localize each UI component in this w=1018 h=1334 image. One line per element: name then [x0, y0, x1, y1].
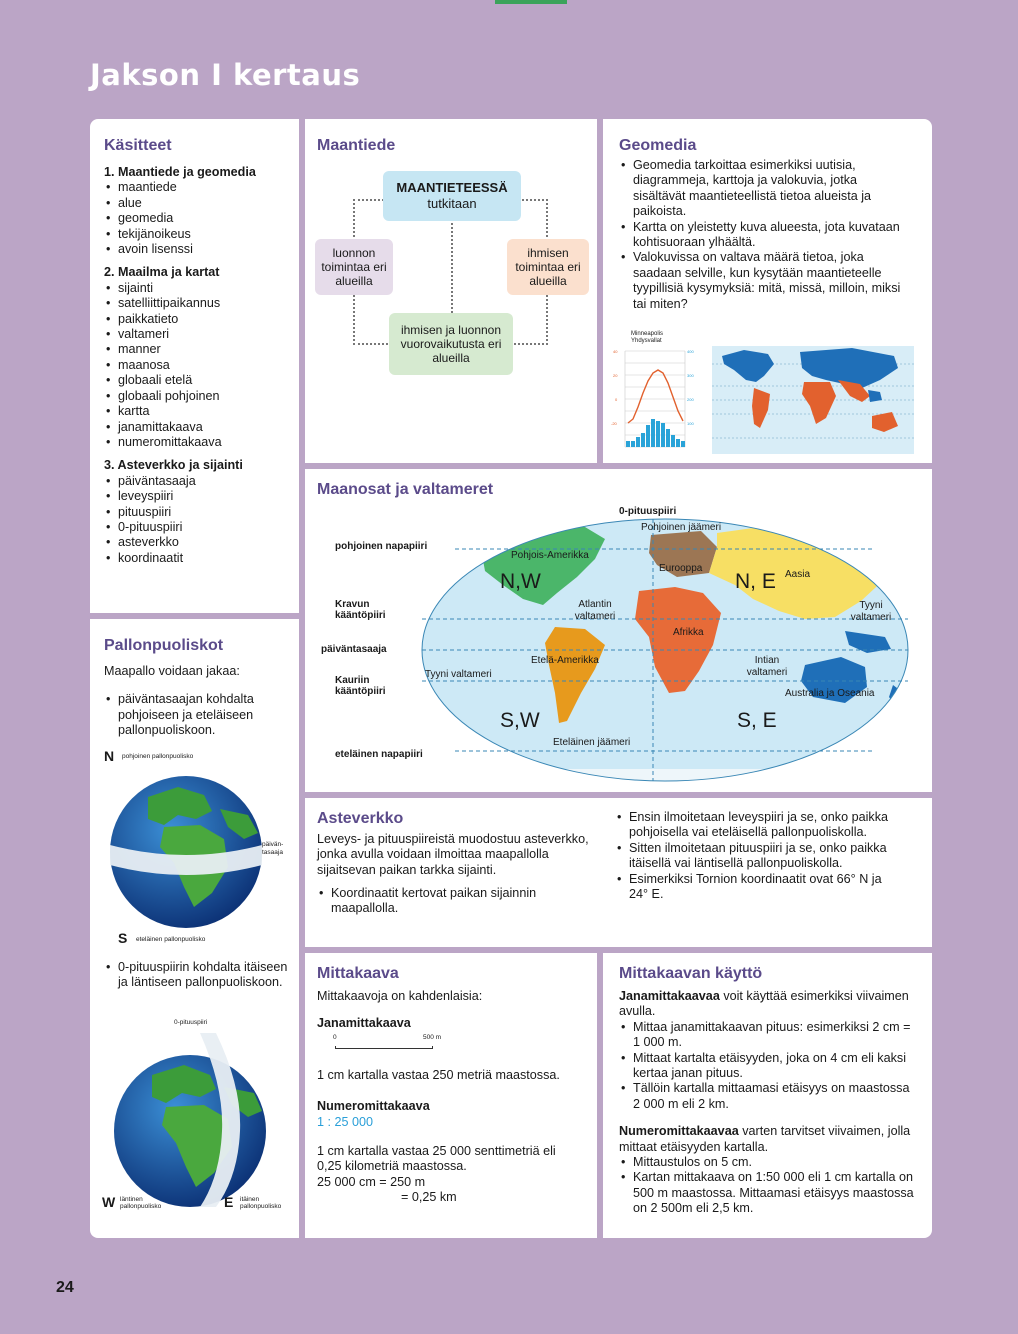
- kasitteet-heading: Käsitteet: [104, 137, 172, 154]
- geomedia-card: [603, 119, 932, 463]
- concept-item: • koordinaatit: [104, 551, 286, 566]
- concept-item: • numeromittakaava: [104, 435, 286, 450]
- equator-label: päivän-tasaaja: [262, 841, 284, 856]
- svg-text:40: 40: [613, 349, 618, 354]
- hemisphere-bullet-1: • päiväntasaajan kohdalta pohjoiseen ja eteläiseen pallonpuoliskoon.: [104, 692, 289, 738]
- diagram-center-sub: tutkitaan: [427, 196, 477, 211]
- hemisphere-bullet-2: • 0-pituuspiirin kohdalta itäiseen ja läntiseen pallonpuoliskoon.: [104, 960, 289, 991]
- concept-item: • avoin lisenssi: [104, 242, 286, 257]
- svg-text:400: 400: [687, 349, 694, 354]
- asteverkko-left-list: [317, 886, 597, 917]
- meridian-label: 0-pituuspiiri: [174, 1019, 208, 1026]
- climate-chart-graphic: [609, 345, 699, 457]
- jana-step: • Tällöin kartalla mittaamasi etäisyys on maastossa 2 000 m eli 2 km.: [619, 1081, 918, 1112]
- label-asia: Aasia: [785, 569, 811, 580]
- label-capricorn: Kauriin kääntöpiiri: [335, 675, 386, 697]
- pallonpuoliskot-intro: Maapallo voidaan jakaa:: [104, 664, 240, 678]
- top-accent-bar: [495, 0, 567, 4]
- kaytto-card: [603, 953, 932, 1238]
- asteverkko-bullet: • Sitten ilmoitetaan pituuspiiri ja se, onko paikka itäisellä vai läntisellä pallonpuoliskolla.: [615, 841, 895, 872]
- label-north-america: Pohjois-Amerikka: [511, 550, 589, 561]
- calc-line-1: 25 000 cm = 250 m: [317, 1174, 426, 1189]
- label-atlantic: Atlantin valtameri: [574, 599, 616, 622]
- page-title: Jakson I kertaus: [90, 58, 361, 92]
- numero-step: • Mittaustulos on 5 cm.: [619, 1155, 918, 1170]
- label-pacific-west: Tyyni valtameri: [425, 669, 492, 680]
- west-label: läntinen pallonpuolisko: [120, 1196, 162, 1210]
- svg-text:0: 0: [615, 397, 618, 402]
- label-europe: Eurooppa: [659, 563, 703, 574]
- concept-item: • leveyspiiri: [104, 489, 286, 504]
- concept-item: • päiväntasaaja: [104, 474, 286, 489]
- diagram-left-box: luonnon toimintaa eri alueilla: [315, 239, 393, 295]
- quadrant-sw: S,W: [500, 709, 540, 732]
- concept-list: [104, 281, 286, 450]
- concept-groups: [104, 165, 286, 566]
- asteverkko-heading: Asteverkko: [317, 810, 404, 827]
- west-letter: W: [102, 1194, 116, 1210]
- concept-group-title: 1. Maantiede ja geomedia: [104, 165, 256, 179]
- numero-steps: [619, 1155, 918, 1217]
- north-label: pohjoinen pallonpuolisko: [122, 753, 194, 760]
- globe-equator-illustration: [108, 767, 278, 937]
- concept-item: • paikkatieto: [104, 312, 286, 327]
- diagram-center-box: [383, 171, 521, 221]
- north-letter: N: [104, 748, 115, 764]
- label-oceania: Australia ja Oseania: [785, 688, 875, 699]
- climate-title: Minneapolis Yhdysvallat: [631, 331, 664, 344]
- maanosat-heading: Maanosat ja valtameret: [317, 481, 494, 498]
- svg-text:-20: -20: [611, 421, 617, 426]
- asteverkko-bullet: • Ensin ilmoitetaan leveyspiiri ja se, onko paikka pohjoisella vai eteläisellä pallonpuoliskolla.: [615, 810, 895, 841]
- maantiede-heading: Maantiede: [317, 137, 396, 154]
- concept-item: • tekijänoikeus: [104, 227, 286, 242]
- geomedia-bullet: • Geomedia tarkoittaa esimerkiksi uutisia, diagrammeja, karttoja ja valokuvia, jotka sisältävät maantieteellistä tietoa alueista ja paikoista.: [619, 158, 911, 220]
- kaytto-heading: Mittakaavan käyttö: [619, 965, 763, 982]
- concept-item: • pituuspiiri: [104, 505, 286, 520]
- label-indian: Intian valtameri: [746, 655, 788, 678]
- concept-item: • 0-pituuspiiri: [104, 520, 286, 535]
- label-africa: Afrikka: [673, 627, 704, 638]
- label-arctic-ocean: Pohjoinen jäämeri: [641, 522, 722, 533]
- concept-item: • asteverkko: [104, 535, 286, 550]
- asteverkko-right-list: [615, 810, 895, 902]
- label-southern-ocean: Eteläinen jäämeri: [553, 737, 631, 748]
- concept-item: • janamittakaava: [104, 420, 286, 435]
- south-letter: S: [118, 930, 128, 946]
- concept-group-title: 2. Maailma ja kartat: [104, 265, 220, 280]
- label-zero-meridian: 0-pituuspiiri: [619, 506, 677, 517]
- concept-list: [104, 180, 286, 257]
- jana-intro: [619, 989, 918, 1020]
- scale-bar: [317, 1032, 585, 1062]
- maanosat-card: [305, 469, 932, 792]
- calc-line-2: = 0,25 km: [401, 1190, 457, 1205]
- concept-group-title: 3. Asteverkko ja sijainti: [104, 458, 243, 473]
- globe-meridian-illustration: [104, 1027, 284, 1207]
- mittakaava-card: [305, 953, 597, 1238]
- quadrant-nw: N,W: [500, 570, 541, 593]
- label-equator: päiväntasaaja: [321, 644, 387, 655]
- svg-text:20: 20: [613, 373, 618, 378]
- concept-item: • maantiede: [104, 180, 286, 195]
- scale-line: [335, 1046, 433, 1049]
- mittakaava-heading: Mittakaava: [317, 965, 399, 982]
- geomedia-bullet: • Valokuvissa on valtava määrä tietoa, joka saadaan selville, kun kysytään maantieteelle tyypillisiä kysymyksiä: mitä, missä, milloin, miksi tai miten?: [619, 250, 911, 312]
- geomedia-heading: Geomedia: [619, 137, 697, 154]
- diagram-bottom-box: ihmisen ja luonnon vuorovaikutusta eri alueilla: [389, 313, 513, 375]
- kasitteet-card: [90, 119, 299, 613]
- world-climate-map: [712, 346, 914, 454]
- pallonpuoliskot-card: [90, 619, 299, 1238]
- east-letter: E: [224, 1194, 234, 1210]
- numero-intro-rest: varten tarvitset viivaimen, jolla mittaat etäisyyden kartalla.: [619, 1124, 911, 1154]
- concept-item: • manner: [104, 342, 286, 357]
- numero-step: • Kartan mittakaava on 1:50 000 eli 1 cm kartalla on 500 m maastossa. Mittaamasi etäisyys maastossa on 2 500m eli 2,5 km.: [619, 1170, 918, 1216]
- scale-zero: 0: [333, 1033, 337, 1041]
- concept-item: • valtameri: [104, 327, 286, 342]
- diagram-right-box: ihmisen toimintaa eri alueilla: [507, 239, 589, 295]
- jana-intro-bold: Janamittakaavaa: [619, 989, 720, 1003]
- concept-list: [104, 474, 286, 566]
- asteverkko-card: [305, 798, 932, 947]
- asteverkko-intro: Leveys- ja pituuspiireistä muodostuu asteverkko, jonka avulla voidaan ilmoittaa maapallolla sijaitsevan paikan tarkka sijainti.: [317, 832, 589, 877]
- jana-text: 1 cm kartalla vastaa 250 metriä maastossa.: [317, 1067, 560, 1082]
- jana-intro-rest: voit käyttää esimerkiksi viivaimen avulla.: [619, 989, 909, 1019]
- label-arctic-circle: pohjoinen napapiiri: [335, 541, 428, 552]
- jana-step: • Mittaat kartalta etäisyyden, joka on 4 cm eli kaksi kertaa janan pituus.: [619, 1051, 918, 1082]
- concept-item: • geomedia: [104, 211, 286, 226]
- svg-text:100: 100: [687, 421, 694, 426]
- numero-intro-bold: Numeromittakaavaa: [619, 1124, 739, 1139]
- quadrant-se: S, E: [737, 709, 777, 732]
- concept-item: • globaali pohjoinen: [104, 389, 286, 404]
- numero-intro: [619, 1124, 918, 1155]
- climate-diagram: [609, 331, 699, 453]
- geomedia-bullet: • Kartta on yleistetty kuva alueesta, jota kuvataan kohtisuoraan ylhäältä.: [619, 220, 911, 251]
- diagram-center-title: MAANTIETEESSÄ: [396, 180, 508, 195]
- page-number: 24: [56, 1279, 74, 1296]
- jana-steps: [619, 1020, 918, 1112]
- concept-item: • alue: [104, 196, 286, 211]
- numero-text: 1 cm kartalla vastaa 25 000 senttimetriä eli 0,25 kilometriä maastossa.: [317, 1144, 556, 1174]
- maantiede-card: [305, 119, 597, 463]
- concept-item: • globaali etelä: [104, 373, 286, 388]
- diagram-connector: [451, 223, 453, 313]
- label-pacific-east: Tyyni valtameri: [850, 600, 892, 623]
- quadrant-ne: N, E: [735, 570, 776, 593]
- concept-item: • satelliittipaikannus: [104, 296, 286, 311]
- concept-item: • kartta: [104, 404, 286, 419]
- label-antarctic-circle: eteläinen napapiiri: [335, 749, 423, 760]
- concept-item: • sijainti: [104, 281, 286, 296]
- label-south-america: Etelä-Amerikka: [531, 655, 599, 666]
- jana-heading: Janamittakaava: [317, 1016, 411, 1031]
- numero-heading: Numeromittakaava: [317, 1099, 430, 1114]
- pallonpuoliskot-heading: Pallonpuoliskot: [104, 637, 224, 654]
- geomedia-list: [619, 158, 911, 312]
- mittakaava-intro: Mittakaavoja on kahdenlaisia:: [317, 989, 483, 1003]
- asteverkko-bullet: • Koordinaatit kertovat paikan sijainnin maapallolla.: [317, 886, 597, 917]
- east-label: itäinen pallonpuolisko: [240, 1196, 282, 1210]
- svg-text:300: 300: [687, 373, 694, 378]
- label-cancer: Kravun kääntöpiiri: [335, 599, 386, 621]
- svg-text:200: 200: [687, 397, 694, 402]
- numero-value: 1 : 25 000: [317, 1114, 374, 1129]
- jana-step: • Mittaa janamittakaavan pituus: esimerkiksi 2 cm = 1 000 m.: [619, 1020, 918, 1051]
- concept-item: • maanosa: [104, 358, 286, 373]
- south-label: eteläinen pallonpuolisko: [136, 936, 206, 943]
- scale-500: 500 m: [423, 1033, 442, 1041]
- asteverkko-bullet: • Esimerkiksi Tornion koordinaatit ovat 66° N ja 24° E.: [615, 872, 895, 903]
